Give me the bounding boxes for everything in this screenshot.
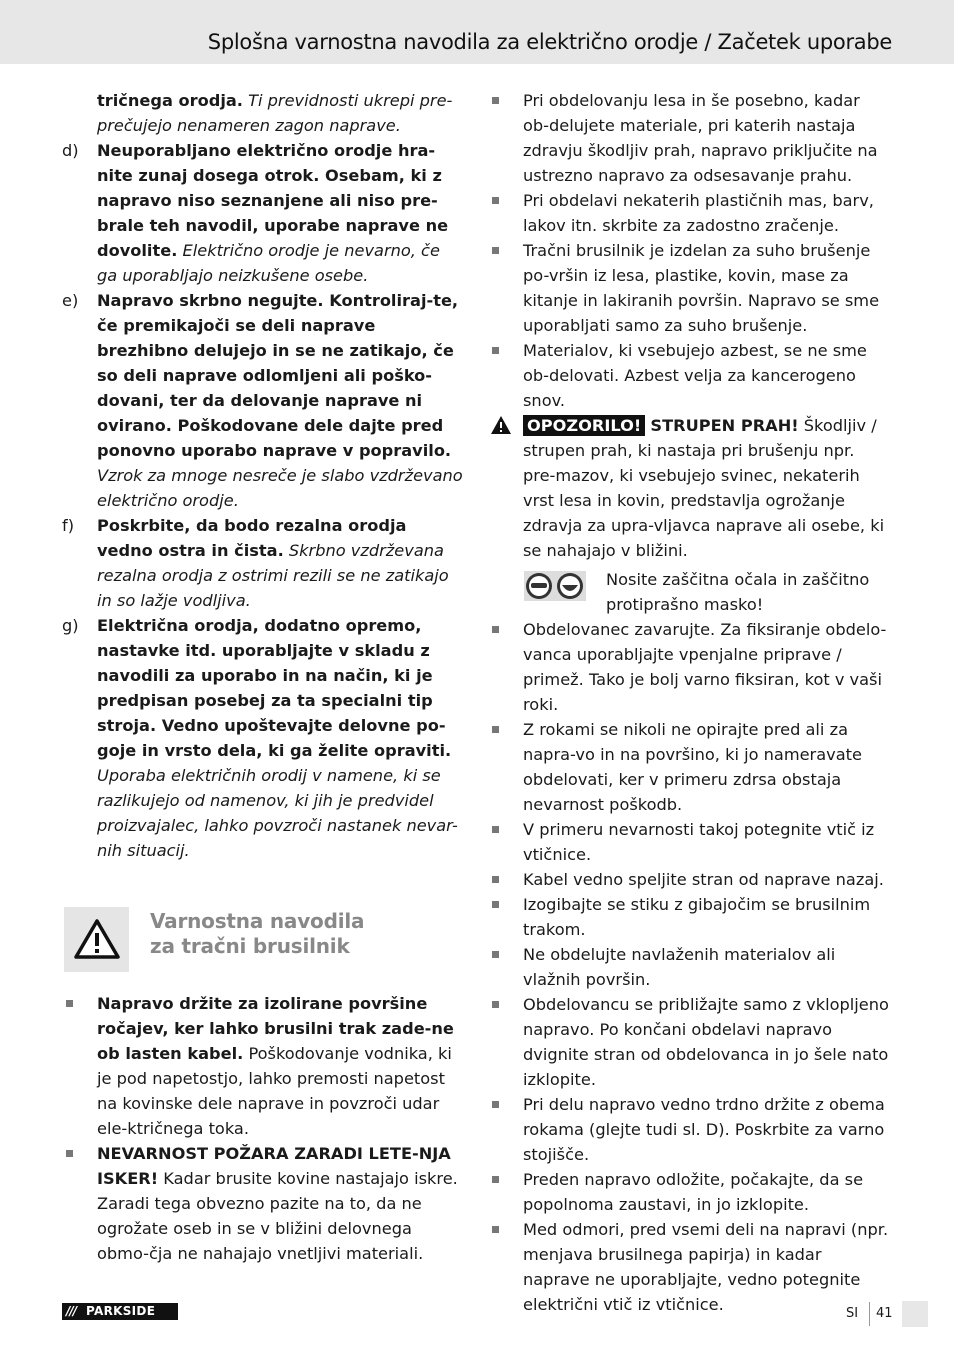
bullet-item: Napravo držite za izolirane površine ročajev, ker lahko brusilni trak zade-ne ob lasten kabel. Poškodovanje vodnika, ki je pod napetostjo, lahko premosti napetost na kovinske dele naprave in povzroči udar ele-ktričnega toka.	[62, 991, 465, 1141]
dust-mask-icon	[557, 573, 583, 599]
item-marker: e)	[62, 291, 79, 310]
brand-name: PARKSIDE	[86, 1304, 156, 1318]
right-column	[488, 88, 890, 1317]
bullet-square-icon	[492, 876, 499, 883]
section-title: Varnostna navodila za tračni brusilnik	[150, 909, 365, 958]
footer-tab	[902, 1301, 928, 1327]
bullet-item: Med odmori, pred vsemi deli na napravi (npr. menjava brusilnega papirja) in kadar naprave ne uporabljajte, vedno potegnite električni vtič iz vtičnice.	[488, 1217, 890, 1317]
bullet-square-icon	[492, 1101, 499, 1108]
brand-logo	[62, 1303, 178, 1320]
bullet-square-icon	[492, 247, 499, 254]
list-item-f: f) Poskrbite, da bodo rezalna orodja vedno ostra in čista. Skrbno vzdrževana rezalna orodja z ostrimi rezili se ne zatikajo in so lažje vodljiva.	[62, 513, 465, 613]
language-code: SI	[846, 1306, 859, 1321]
bullet-item: Z rokami se nikoli ne opirajte pred ali za napra-vo in na površino, ki jo nameravate obdelovati, ker v primeru zdrsa obstaja nevarnost poškodb.	[488, 717, 890, 817]
bullet-square-icon	[492, 901, 499, 908]
item-marker: g)	[62, 616, 79, 635]
warning-box	[64, 907, 129, 972]
bullet-item: Tračni brusilnik je izdelan za suho brušenje po-vršin iz lesa, plastike, kovin, mase za kitanje in lakiranih površin. Napravo se sme uporabljati samo za suho brušenje.	[488, 238, 890, 338]
bullet-square-icon	[66, 1150, 73, 1157]
bullet-square-icon	[492, 1226, 499, 1233]
bullet-item: Ne obdelujte navlaženih materialov ali vlažnih površin.	[488, 942, 890, 992]
bullet-square-icon	[492, 726, 499, 733]
protection-note: Nosite zaščitna očala in zaščitno protiprašno masko!	[488, 567, 890, 617]
bullet-item: Obdelovancu se približajte samo z vklopljeno napravo. Po končani obdelavi napravo dvignite stran od obdelovanca in jo šele nato izklopite.	[488, 992, 890, 1092]
bullet-square-icon	[492, 97, 499, 104]
warning-triangle-icon	[74, 918, 120, 960]
bullet-square-icon	[492, 1176, 499, 1183]
bullet-square-icon	[492, 1001, 499, 1008]
item-marker: d)	[62, 141, 79, 160]
bullet-item: Materialov, ki vsebujejo azbest, se ne sme ob-delovati. Azbest velja za kancerogeno snov.	[488, 338, 890, 413]
protection-icons	[524, 571, 586, 601]
bullet-square-icon	[66, 1000, 73, 1007]
bullet-item: Kabel vedno speljite stran od naprave nazaj.	[488, 867, 890, 892]
page-number: 41	[876, 1306, 893, 1321]
bullet-item: NEVARNOST POŽARA ZARADI LETE-NJA ISKER! Kadar brusite kovine nastajajo iskre. Zaradi tega obvezno pazite na to, da ne ogrožate oseb in se v bližini delovnega obmo-čja ne nahajajo vnetljivi materiali.	[62, 1141, 465, 1266]
footer-divider	[869, 1302, 870, 1326]
warning-triangle-icon	[490, 415, 512, 435]
logo-stripes: ///	[66, 1304, 77, 1318]
bullet-item: Pri obdelovanju lesa in še posebno, kadar ob-delujete materiale, pri katerih nastaja zdravju škodljiv prah, napravo priključite na ustrezno napravo za odsesavanje prahu.	[488, 88, 890, 188]
safety-goggles-icon	[526, 573, 552, 599]
page-header	[0, 0, 954, 64]
bullet-item: Pri delu napravo vedno trdno držite z obema rokama (glejte tudi sl. D). Poskrbite za varno stojišče.	[488, 1092, 890, 1167]
bullet-square-icon	[492, 347, 499, 354]
bullet-square-icon	[492, 626, 499, 633]
bullet-square-icon	[492, 197, 499, 204]
continued-item: tričnega orodja. Ti previdnosti ukrepi pre-prečujejo nenameren zagon naprave.	[97, 91, 453, 135]
warning-badge: OPOZORILO!	[523, 415, 645, 436]
page-title: Splošna varnostna navodila za električno orodje / Začetek uporabe	[207, 30, 892, 54]
bullet-square-icon	[492, 951, 499, 958]
bullet-square-icon	[492, 826, 499, 833]
left-column	[62, 88, 465, 1266]
bullet-item: Preden napravo odložite, počakajte, da se popolnoma zaustavi, in jo izklopite.	[488, 1167, 890, 1217]
bullet-item: V primeru nevarnosti takoj potegnite vtič iz vtičnice.	[488, 817, 890, 867]
bullet-item: Izogibajte se stiku z gibajočim se brusilnim trakom.	[488, 892, 890, 942]
list-item-e: e) Napravo skrbno negujte. Kontroliraj-te, če premikajoči se deli naprave brezhibno delujejo in se ne zatikajo, če so deli naprave odlomljeni ali poško-dovani, ter da delovanje naprave ni ovirano. Poškodovane dele dajte pred ponovno uporabo naprave v popravilo. Vzrok za mnoge nesreče je slabo vzdrževano električno orodje.	[62, 288, 465, 513]
bullet-item: Pri obdelavi nekaterih plastičnih mas, barv, lakov itn. skrbite za zadostno zračenje.	[488, 188, 890, 238]
section-heading	[64, 907, 465, 973]
list-item-d: d) Neuporabljano električno orodje hra-nite zunaj dosega otrok. Osebam, ki z napravo niso seznanjene ali niso pre-brale teh navodil, uporabe naprave ne dovolite. Električno orodje je nevarno, če ga uporabljajo neizkušene osebe.	[62, 138, 465, 288]
bullet-item: Obdelovanec zavarujte. Za fiksiranje obdelo-vanca uporabljajte vpenjalne priprave / primež. Tako je bolj varno fiksiran, kot v vaši roki.	[488, 617, 890, 717]
item-marker: f)	[62, 516, 75, 535]
list-item-g: g) Električna orodja, dodatno opremo, nastavke itd. uporabljajte v skladu z navodili za uporabo in na način, ki je predpisan posebej za ta specialni tip stroja. Vedno upoštevajte delovne po-goje in vrsto dela, ki ga želite opraviti. Uporaba električnih orodij v namene, ki se razlikujejo od namenov, ki jih je predvidel proizvajalec, lahko povzroči nastanek nevar-nih situacij.	[62, 613, 465, 863]
warning-item: OPOZORILO! STRUPEN PRAH! Škodljiv / strupen prah, ki nastaja pri brušenju npr. pre-mazov, ki vsebujejo svinec, nekaterih vrst lesa in kovin, predstavlja ogrožanje zdravja za upra-vljavca naprave ali osebe, ki se nahajajo v bližini.	[488, 413, 890, 563]
